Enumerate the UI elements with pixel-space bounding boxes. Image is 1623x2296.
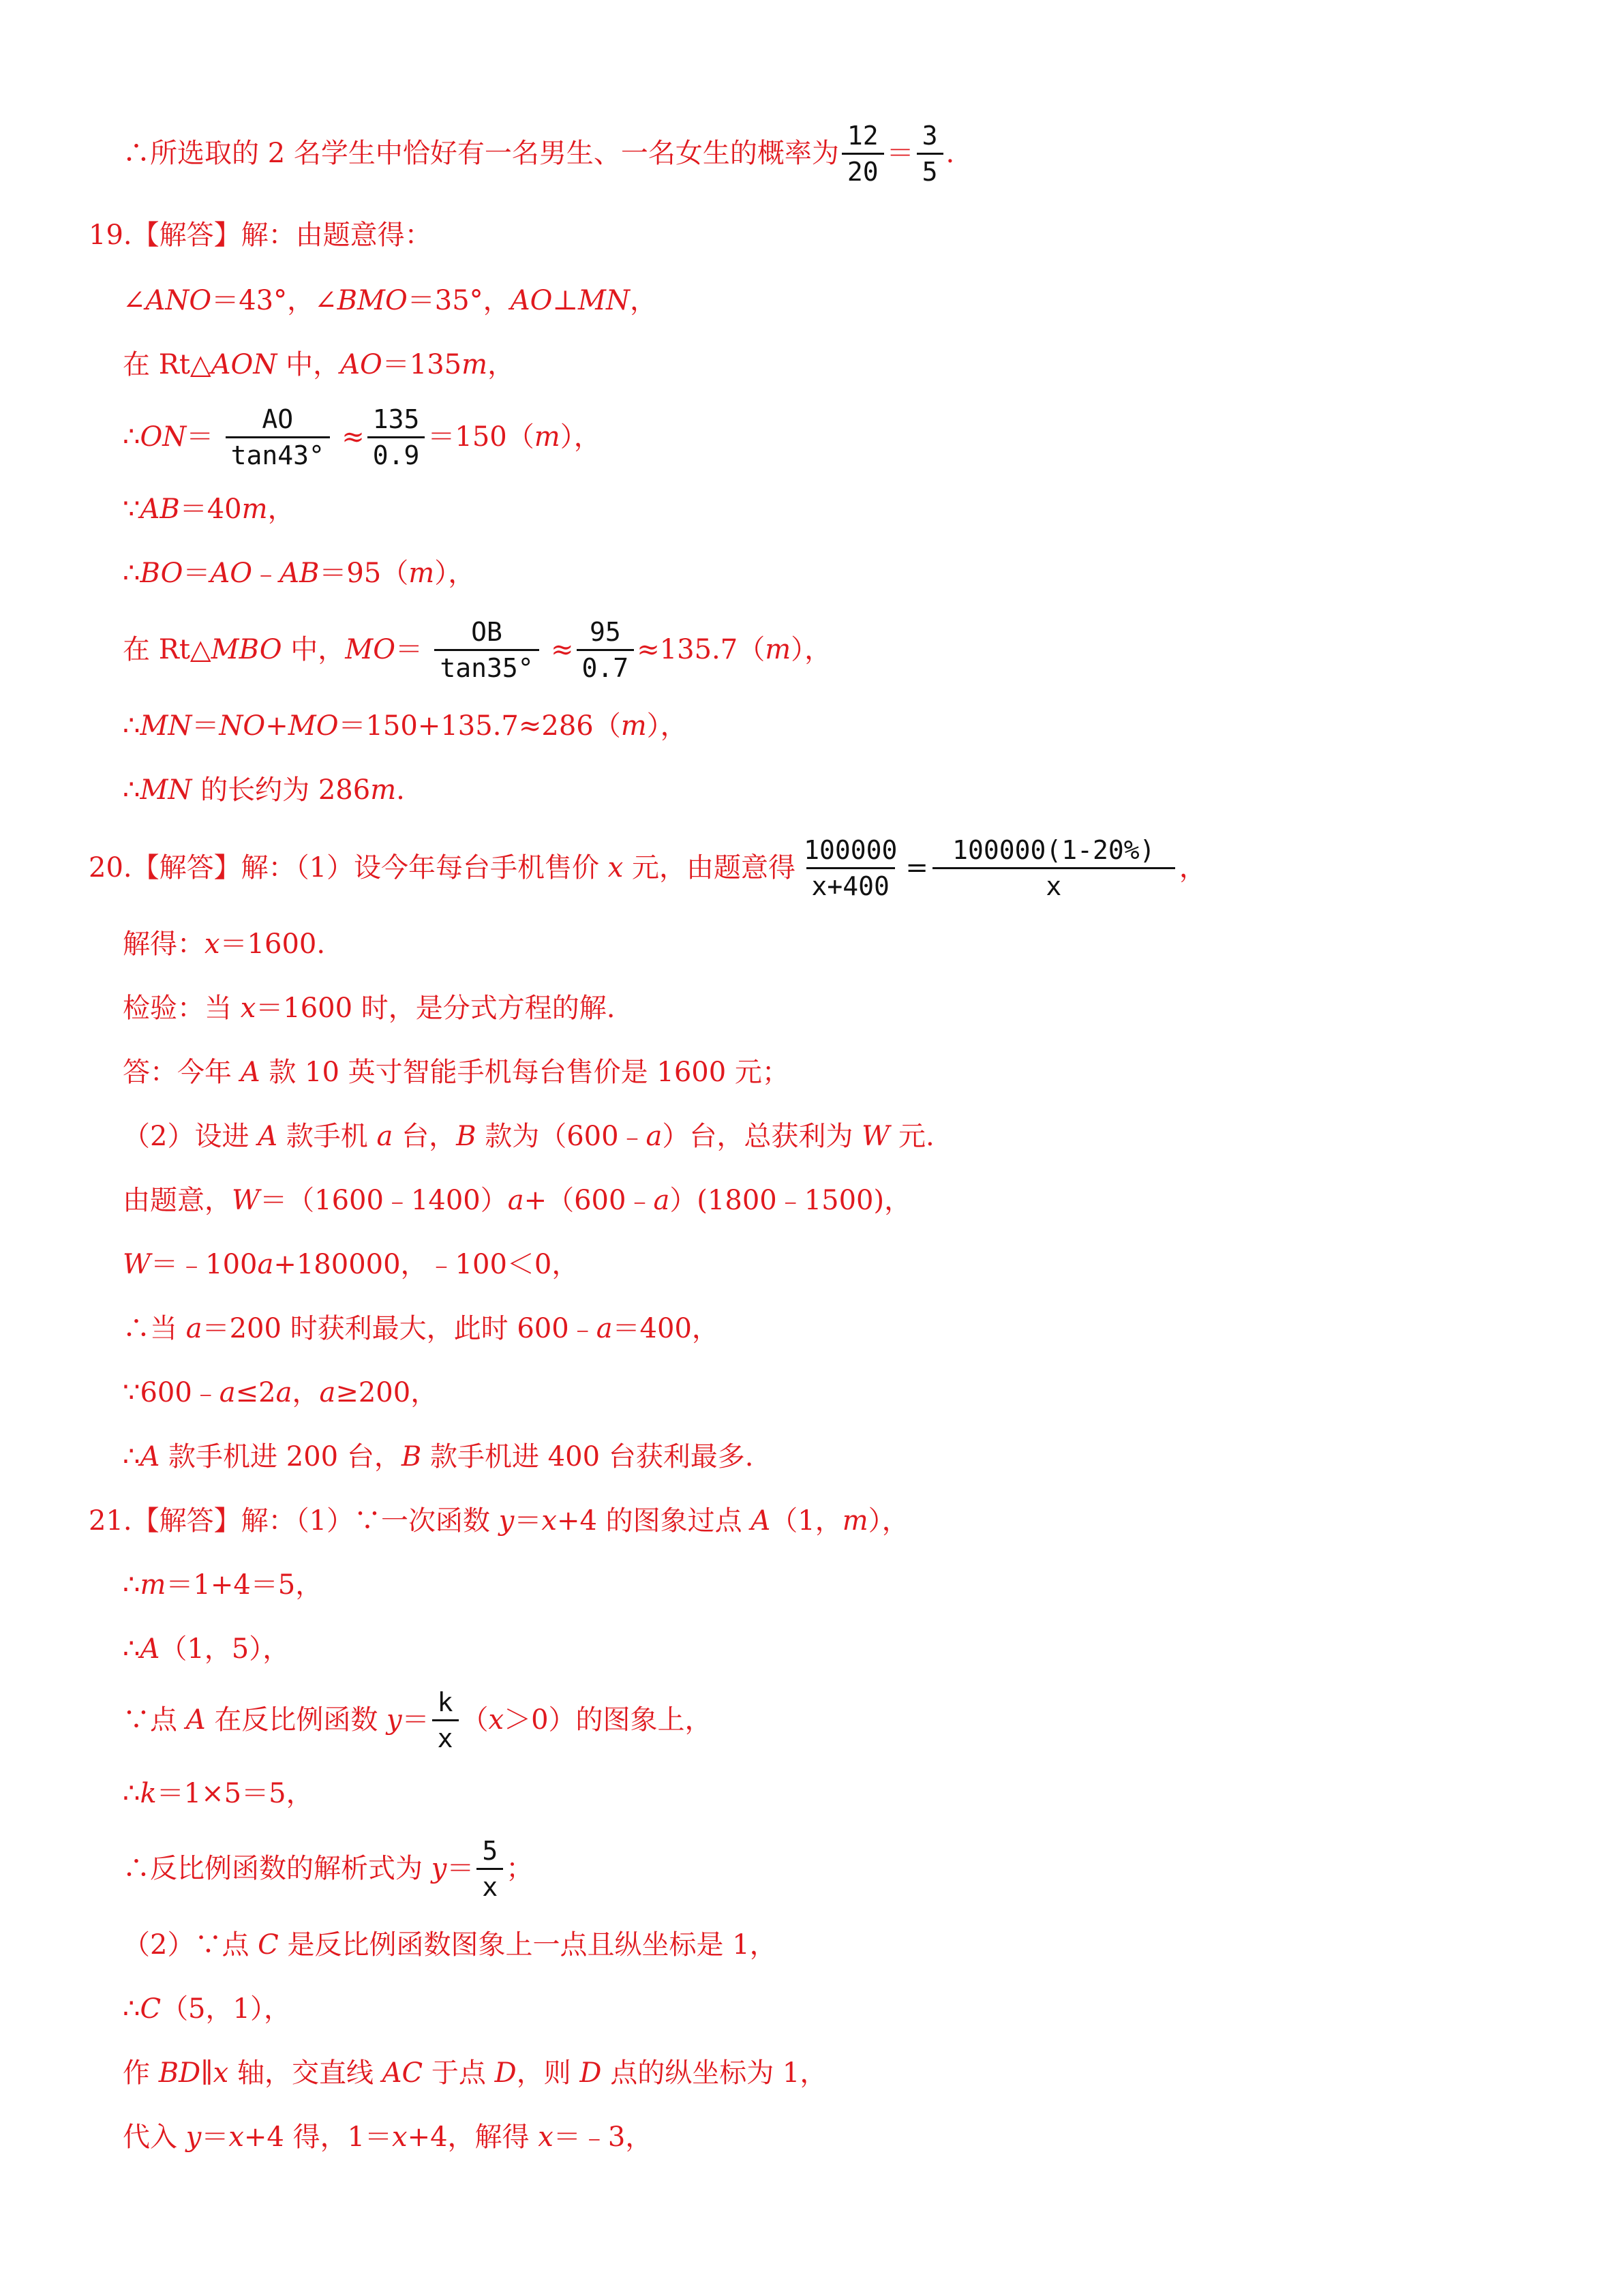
text: ＝（1600﹣1400） (260, 1185, 508, 1216)
var: x (228, 2121, 244, 2153)
text: ∴ (123, 421, 140, 453)
var: A (140, 1441, 160, 1472)
text-line (123, 1309, 719, 1348)
text-line (123, 281, 657, 320)
text: 代入 (123, 2121, 186, 2153)
text: ＝﹣3， (553, 2121, 653, 2153)
var: AB (279, 558, 320, 589)
text: ， (292, 1377, 320, 1408)
text: ， (629, 285, 657, 316)
text: 款手机进 200 台， (160, 1441, 401, 1472)
text: 作 (123, 2057, 159, 2089)
text: ⊥ (552, 285, 578, 316)
numerator: 100000(1-20%) (952, 834, 1155, 865)
text: ＝40 (179, 494, 242, 525)
text: ＝1+4＝5， (166, 1569, 323, 1601)
text: ， (267, 494, 295, 525)
numerator: 95 (589, 616, 621, 647)
text: ≈ (551, 634, 574, 665)
text-line (123, 1245, 579, 1284)
var: a (275, 1377, 292, 1408)
var: AO (210, 558, 253, 589)
var: y (431, 1853, 447, 1884)
var: m (620, 710, 647, 742)
fraction (931, 834, 1177, 902)
text: 21.【解答】解：（1）∵一次函数 (89, 1505, 499, 1537)
var: m (408, 558, 435, 589)
text: ； (506, 1853, 534, 1884)
text-line (123, 988, 616, 1028)
var: y (185, 2121, 202, 2153)
text: ）(1800﹣1500)， (669, 1185, 912, 1216)
var: m (534, 421, 560, 453)
text-line (123, 1053, 789, 1092)
text: 元. (890, 1121, 935, 1152)
text: ∵ (123, 494, 140, 525)
text: ＝ (186, 421, 214, 453)
text: 点的纵坐标为 1， (601, 2057, 828, 2089)
var: AC (382, 2057, 423, 2089)
text: . (945, 138, 955, 169)
var: C (258, 1929, 279, 1961)
text: ≥200， (335, 1377, 438, 1408)
text: +180000，﹣100＜0， (273, 1249, 579, 1280)
text: ∴ (123, 558, 140, 589)
var: x (392, 2121, 408, 2153)
var: MO (345, 634, 396, 665)
text-line (123, 1835, 534, 1902)
text: （5，1）， (161, 1993, 291, 2025)
var: B (401, 1441, 422, 1472)
text: ＝135 (382, 349, 462, 380)
text: . (396, 774, 405, 806)
text-line (123, 924, 325, 964)
text: ＝400， (612, 1313, 719, 1344)
var: W (123, 1249, 151, 1280)
text: + (265, 710, 288, 742)
text: ＝1×5＝5， (156, 1778, 314, 1809)
text: ∥ (200, 2057, 213, 2089)
text: ， (1179, 852, 1207, 883)
text: ∴所选取的 2 名学生中恰好有一名男生、一名女生的概率为 (123, 138, 839, 169)
text-line (123, 1373, 438, 1413)
var: AO (510, 285, 553, 316)
text: 款 10 英寸智能手机每台售价是 1600 元； (260, 1057, 789, 1088)
var: a (646, 1121, 663, 1152)
var: a (653, 1185, 670, 1216)
var: ON (140, 421, 187, 453)
fraction (216, 404, 339, 471)
text: +4 得，1＝ (243, 2121, 393, 2153)
text: ＝ (201, 2121, 229, 2153)
var: D (494, 2057, 517, 2089)
text-line (123, 554, 475, 593)
denominator: 0.7 (577, 649, 635, 684)
numerator: AO (262, 404, 294, 434)
text-line (123, 2117, 652, 2157)
question-header-21 (89, 1501, 909, 1541)
text: 的长约为 286 (192, 774, 371, 806)
var: A (240, 1057, 260, 1088)
text-line (123, 345, 515, 384)
text: ＝200 时获利最大，此时 600﹣ (202, 1313, 596, 1344)
text-line (123, 1565, 322, 1605)
text: ≤2 (235, 1377, 276, 1408)
text: ）， (646, 710, 688, 742)
numerator: 5 (482, 1835, 498, 1866)
var: a (376, 1121, 393, 1152)
text: 19.【解答】解：由题意得： (89, 220, 432, 251)
var: NO (219, 710, 266, 742)
fraction (917, 120, 943, 187)
text: （2）设进 (123, 1121, 258, 1152)
var: m (461, 349, 488, 380)
text: 20.【解答】解：（1）设今年每台手机售价 (89, 852, 608, 883)
text: ∴ (123, 774, 140, 806)
text: +4，解得 (407, 2121, 539, 2153)
var: a (319, 1377, 336, 1408)
denominator: tan35° (434, 649, 539, 684)
fraction (432, 1687, 459, 1754)
fraction (577, 616, 635, 684)
text: ＝ (401, 1704, 429, 1736)
text-line (123, 489, 295, 529)
question-header-20 (89, 834, 1207, 901)
denominator: x (476, 1868, 503, 1903)
text: 检验：当 (123, 993, 241, 1024)
text: 在反比例函数 (205, 1704, 387, 1736)
var: A (258, 1121, 278, 1152)
var: A (140, 1633, 160, 1665)
text: ）台，总获利为 (662, 1121, 862, 1152)
text: ）， (868, 1505, 909, 1537)
text: ＝ (514, 1505, 542, 1537)
denominator: 20 (842, 153, 884, 187)
text: ∵点 (123, 1704, 186, 1736)
var: y (386, 1704, 402, 1736)
var: m (241, 494, 268, 525)
text: ﹣ (252, 558, 280, 589)
text: ∴ (123, 1993, 140, 2025)
text: +（600﹣ (524, 1185, 654, 1216)
text: ＝ (395, 634, 423, 665)
text: ＝95（ (319, 558, 409, 589)
text: ∴ (123, 1569, 140, 1601)
var: MN (578, 285, 630, 316)
text: ＝ (192, 710, 219, 742)
text: 款为（600﹣ (476, 1121, 646, 1152)
var: A (750, 1505, 771, 1537)
var: x (488, 1704, 504, 1736)
fraction (425, 616, 548, 684)
var: x (541, 1505, 557, 1537)
text: ∠ (123, 285, 146, 316)
text-line (123, 1925, 777, 1965)
denominator: 0.9 (367, 436, 425, 471)
fraction (367, 404, 425, 471)
text-line (123, 120, 955, 187)
var: AO (340, 349, 382, 380)
text: 在 Rt△ (123, 634, 211, 665)
text: 台， (393, 1121, 457, 1152)
text-line (123, 404, 601, 470)
var: a (596, 1313, 613, 1344)
text: 答：今年 (123, 1057, 241, 1088)
text-line (123, 616, 832, 683)
text: ＝35°， (407, 285, 511, 316)
text: ∴当 (123, 1313, 186, 1344)
text: ＝43°，∠ (211, 285, 337, 316)
text: ∴ (123, 710, 140, 742)
text: ＝150+135.7≈286（ (338, 710, 621, 742)
numerator: 100000 (804, 834, 898, 865)
question-header-19 (89, 215, 432, 255)
denominator: x (932, 867, 1175, 902)
var: a (507, 1185, 524, 1216)
text-line (123, 2053, 827, 2093)
text-line (123, 1687, 712, 1753)
text: ＝1600 时，是分式方程的解. (256, 993, 616, 1024)
text: = (905, 852, 928, 883)
text: ＝﹣100 (151, 1249, 258, 1280)
fraction (842, 120, 884, 187)
var: x (538, 2121, 553, 2153)
var: a (257, 1249, 274, 1280)
text: ∴ (123, 1778, 140, 1809)
text: ， (487, 349, 515, 380)
denominator: x+400 (806, 867, 895, 902)
text: ）， (791, 634, 832, 665)
var: BMO (337, 285, 408, 316)
fraction (476, 1835, 503, 1903)
var: AB (140, 494, 180, 525)
var: m (842, 1505, 868, 1537)
text: （1， (770, 1505, 843, 1537)
var: x (607, 852, 624, 883)
text: 解得： (123, 928, 204, 960)
text: ∴反比例函数的解析式为 (123, 1853, 431, 1884)
text: ∴ (123, 1441, 140, 1472)
text: （1，5）， (160, 1633, 290, 1665)
denominator: x (432, 1719, 459, 1754)
var: a (185, 1313, 202, 1344)
text: ＝ (886, 138, 914, 169)
var: D (579, 2057, 602, 2089)
text: ＝1600. (219, 928, 326, 960)
text: ＝150（ (427, 421, 534, 453)
var: W (232, 1185, 260, 1216)
text: 于点 (423, 2057, 495, 2089)
var: x (204, 928, 220, 960)
var: m (765, 634, 791, 665)
text: ）， (434, 558, 476, 589)
text: ≈135.7（ (637, 634, 765, 665)
var: W (862, 1121, 890, 1152)
text: 轴，交直线 (228, 2057, 382, 2089)
text: 中， (282, 634, 346, 665)
text: 是反比例函数图象上一点且纵坐标是 1， (278, 1929, 777, 1961)
denominator: tan43° (226, 436, 330, 471)
text-line (123, 1437, 753, 1477)
var: ANO (145, 285, 212, 316)
var: k (140, 1778, 157, 1809)
text: 由题意， (123, 1185, 232, 1216)
text: ）， (560, 421, 601, 453)
var: a (219, 1377, 236, 1408)
var: m (370, 774, 397, 806)
numerator: 135 (372, 404, 420, 434)
numerator: k (437, 1687, 453, 1717)
text: ＞0）的图象上， (504, 1704, 712, 1736)
text: 元，由题意得 (623, 852, 796, 883)
text-line (123, 1181, 911, 1220)
text-line (123, 770, 405, 810)
var: y (498, 1505, 515, 1537)
text: ≈ (342, 421, 365, 453)
text-line (123, 1629, 290, 1669)
numerator: 3 (922, 120, 938, 151)
var: MN (140, 774, 192, 806)
text: +4 的图象过点 (556, 1505, 751, 1537)
fraction (798, 834, 902, 902)
var: x (213, 2057, 229, 2089)
var: A (185, 1704, 206, 1736)
text: 中， (277, 349, 341, 380)
text: （ (461, 1704, 489, 1736)
numerator: OB (471, 616, 502, 647)
var: MO (288, 710, 339, 742)
text: 款手机 (277, 1121, 377, 1152)
var: BO (140, 558, 183, 589)
text-line (123, 1989, 291, 2029)
denominator: 5 (917, 153, 943, 187)
text: （2）∵点 (123, 1929, 258, 1961)
var: MBO (211, 634, 282, 665)
text-line (123, 706, 688, 746)
numerator: 12 (847, 120, 879, 151)
text: ＝ (446, 1853, 474, 1884)
text: 在 Rt△ (123, 349, 211, 380)
var: x (240, 993, 256, 1024)
var: MN (140, 710, 192, 742)
text: ，则 (516, 2057, 580, 2089)
var: B (456, 1121, 476, 1152)
text: ∴ (123, 1633, 140, 1665)
text-line (123, 1117, 935, 1156)
var: AON (211, 349, 277, 380)
var: C (140, 1993, 162, 2025)
text: ＝ (183, 558, 211, 589)
text: 款手机进 400 台获利最多. (421, 1441, 754, 1472)
text-line (123, 1774, 314, 1813)
text: ∵600﹣ (123, 1377, 219, 1408)
var: BD (158, 2057, 201, 2089)
var: m (140, 1569, 166, 1601)
